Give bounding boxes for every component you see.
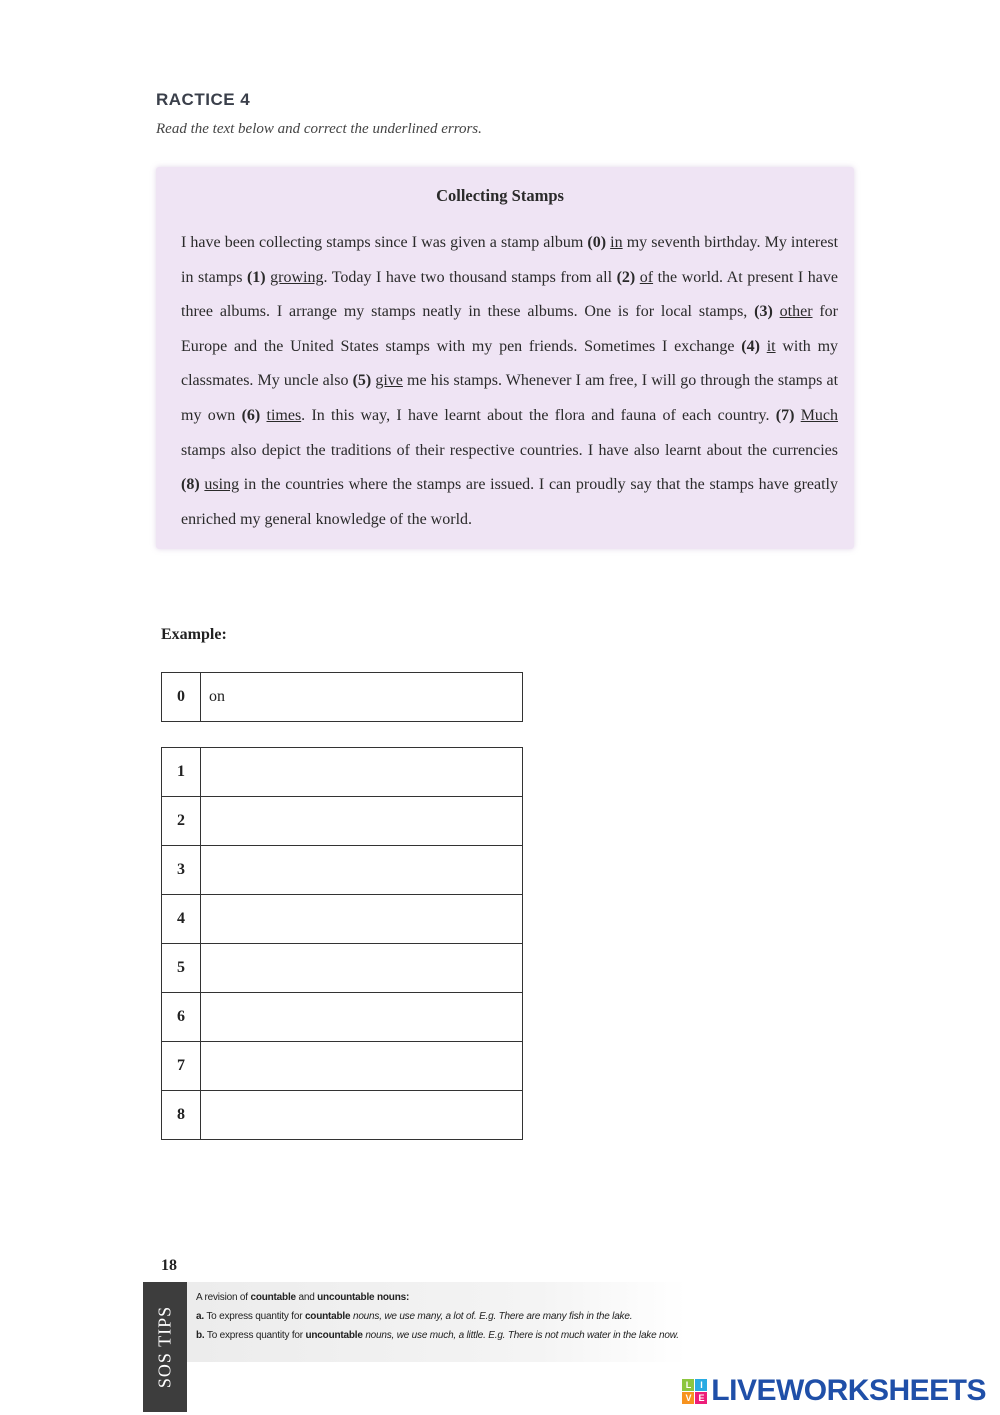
example-number: 0: [162, 673, 201, 722]
answer-number: 4: [162, 895, 201, 944]
tips-line-2: a. To express quantity for countable nouns, we use many, a lot of. E.g. There are many fish in the lake.: [196, 1311, 633, 1322]
underlined-error-1: growing: [270, 268, 324, 286]
table-row: [162, 1091, 523, 1140]
instruction-text: Read the text below and correct the underlined errors.: [156, 121, 482, 137]
item-marker-1: (1): [246, 268, 266, 286]
passage-text: with my classmates. My uncle also: [181, 337, 839, 390]
table-row: [162, 846, 523, 895]
answer-number: 5: [162, 944, 201, 993]
answer-table: [161, 747, 523, 1140]
answer-number: 2: [162, 797, 201, 846]
item-marker-6: (6): [241, 406, 261, 424]
answer-field-4[interactable]: [201, 895, 523, 944]
logo-tile: I: [695, 1379, 707, 1391]
logo-text: LIVEWORKSHEETS: [711, 1374, 986, 1407]
page-number: 18: [161, 1257, 177, 1274]
example-label: Example:: [161, 626, 227, 643]
answer-field-3[interactable]: [201, 846, 523, 895]
passage-text: stamps also depict the traditions of their respective countries. I have also learnt about the currencies: [181, 441, 838, 459]
sos-tips-tab: [143, 1282, 187, 1412]
answer-field-2[interactable]: [201, 797, 523, 846]
passage-text: me his stamps. Whenever I am free, I will go through the stamps at my own: [181, 372, 839, 424]
table-row: [162, 895, 523, 944]
passage-text: my seventh birthday. My interest in stamps: [181, 234, 839, 286]
answer-number: 8: [162, 1091, 201, 1140]
logo-tile: V: [682, 1392, 694, 1404]
item-marker-7: (7): [775, 406, 795, 424]
logo-icon: [682, 1379, 707, 1404]
table-row: [162, 944, 523, 993]
table-row: [162, 748, 523, 797]
answer-number: 3: [162, 846, 201, 895]
underlined-error-2: of: [639, 268, 654, 286]
tips-line-3: b. To express quantity for uncountable nouns, we use much, a little. E.g. There is not much water in the lake now.: [196, 1330, 679, 1341]
passage-text: for Europe and the United States stamps with my pen friends. Sometimes I exchange: [181, 303, 839, 355]
item-marker-5: (5): [352, 372, 372, 390]
item-marker-2: (2): [616, 268, 636, 286]
liveworksheets-logo[interactable]: [682, 1374, 986, 1408]
item-marker-8: (8): [181, 476, 200, 494]
passage-title: Collecting Stamps: [436, 186, 564, 205]
underlined-error-6: times: [266, 406, 302, 424]
example-table: [161, 672, 523, 722]
passage-text: in the countries where the stamps are issued. I can proudly say that the stamps have greatly enriched my general knowledge of the world.: [181, 476, 838, 528]
item-marker-0: (0): [587, 234, 607, 251]
table-row: [162, 993, 523, 1042]
passage-body: [181, 226, 838, 537]
answer-field-7[interactable]: [201, 1042, 523, 1091]
answer-number: 7: [162, 1042, 201, 1091]
table-row: [162, 797, 523, 846]
passage-text: I have been collecting stamps since I was given a stamp album: [181, 234, 588, 251]
tips-line-1: A revision of countable and uncountable nouns:: [196, 1292, 410, 1303]
table-row: [162, 673, 523, 722]
answer-field-1[interactable]: [201, 748, 523, 797]
logo-tile: E: [695, 1392, 707, 1404]
item-marker-3: (3): [754, 303, 773, 321]
sos-tips-label: SOS TIPS: [154, 1305, 175, 1389]
underlined-error-0: in: [610, 234, 623, 251]
tips-text: [196, 1288, 679, 1345]
underlined-error-7: Much: [800, 406, 839, 424]
table-row: [162, 1042, 523, 1091]
passage-text: the world. At present I have three albums. I arrange my stamps neatly in these albums. One is for local stamps,: [181, 268, 838, 321]
answer-field-8[interactable]: [201, 1091, 523, 1140]
logo-tile: L: [682, 1379, 694, 1391]
item-marker-4: (4): [741, 337, 760, 355]
underlined-error-4: it: [766, 337, 776, 355]
answer-field-5[interactable]: [201, 944, 523, 993]
answer-number: 1: [162, 748, 201, 797]
passage-text: . In this way, I have learnt about the flora and fauna of each country.: [301, 406, 776, 424]
underlined-error-8: using: [204, 476, 240, 494]
underlined-error-5: give: [375, 372, 403, 390]
section-title: RACTICE 4: [156, 90, 251, 109]
answer-number: 6: [162, 993, 201, 1042]
answer-field-6[interactable]: [201, 993, 523, 1042]
underlined-error-3: other: [779, 303, 813, 321]
example-answer: on: [201, 673, 523, 722]
passage-text: . Today I have two thousand stamps from all: [323, 268, 617, 286]
